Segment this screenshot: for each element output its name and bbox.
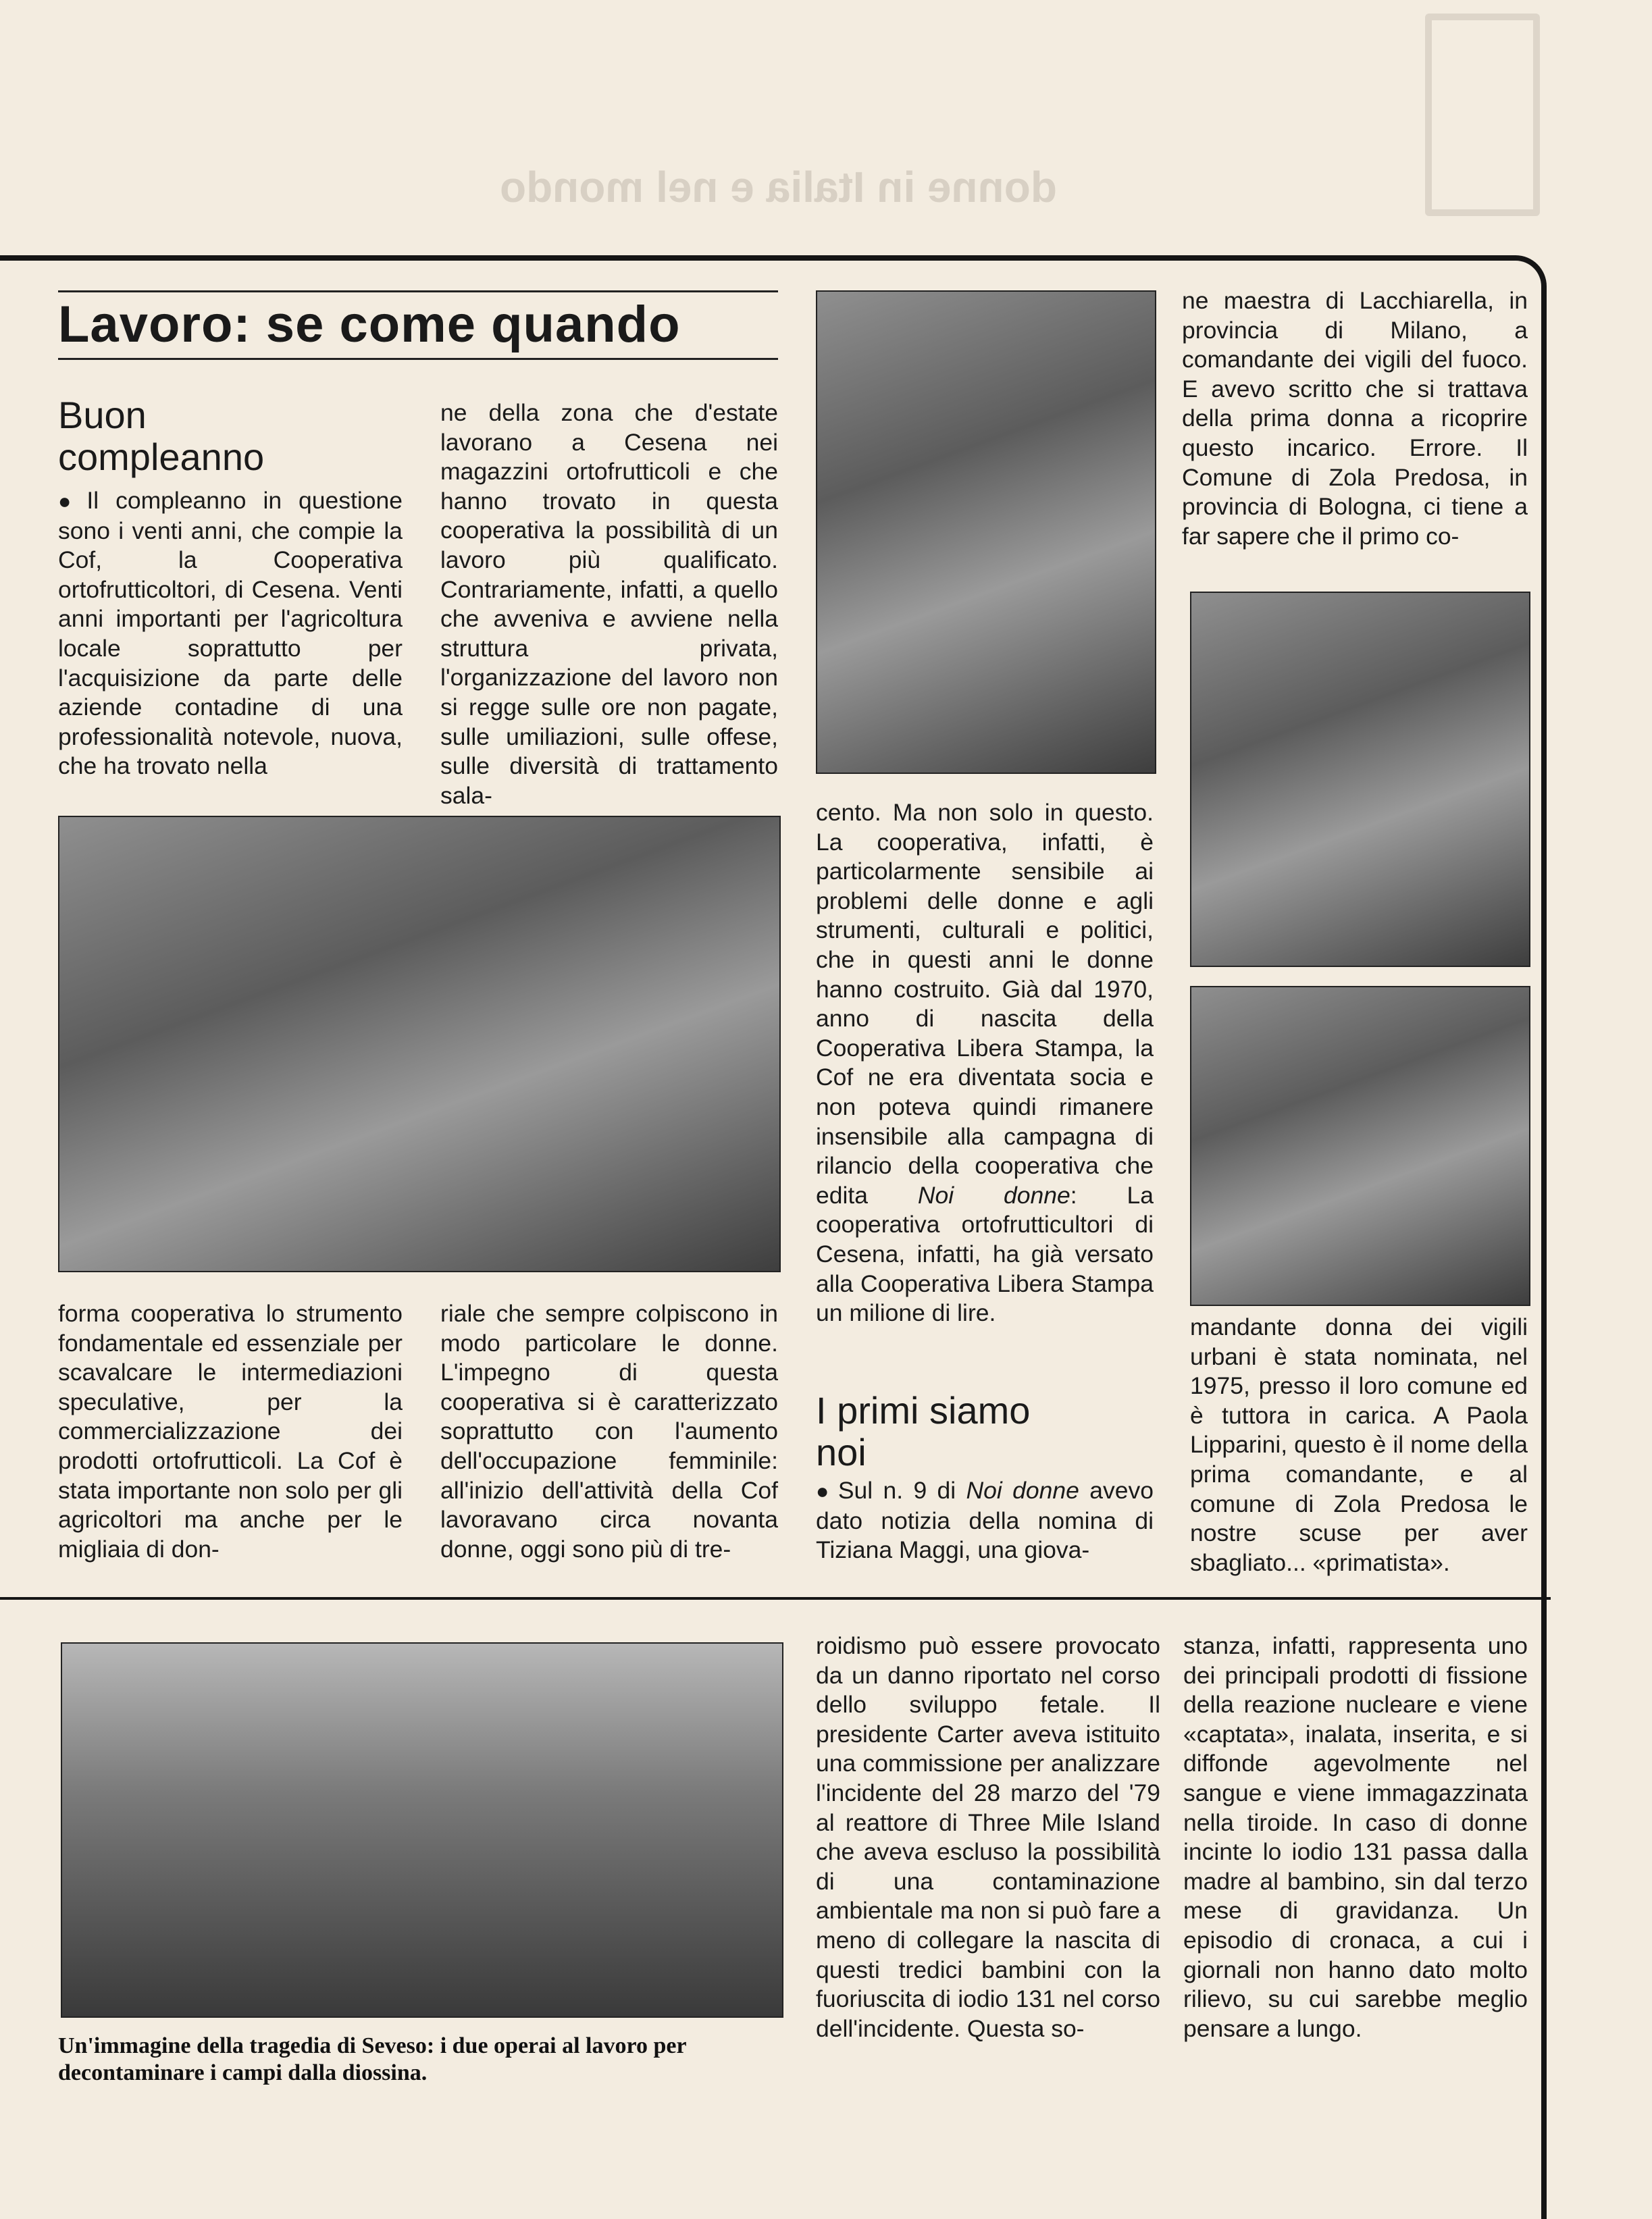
column-4-bottom-text: mandante donna dei vigili urbani è stata nominata, nel 1975, presso il loro comune ed è tuttora in carica. A Paola Lipparini, questo è il nome della prima comandante, e al comune di Zola Predosa le nostre scuse per aver sbagliato... «primatista».: [1190, 1313, 1528, 1576]
headline: Lavoro: se come quando: [58, 296, 681, 353]
column-4-bottom: [1190, 1313, 1528, 1577]
magazine-name: Noi donne: [917, 1181, 1070, 1209]
column-3-section-2-text-b: avevo dato notizia della nomina di Tiziana Maggi, una giova-: [816, 1477, 1154, 1564]
column-1-bottom: [58, 1299, 403, 1564]
column-2-top: [440, 398, 778, 810]
show-through-header: donne in Italia e nel mondo: [500, 163, 1057, 211]
lower-column-middle-text: roidismo può essere provocato da un danno riportato nel corso dello sviluppo fetale. Il presidente Carter aveva istituito una commissione per analizzare l'incidente del 28 marzo del '79 al reattore di Three Mile Island che aveva escluso la possibilità di una contaminazione ambientale ma non si può fare a meno di collegare la nascita di questi tredici bambini con la fuoriuscita di iodio 131 nel corso dell'incidente. Questa so-: [816, 1632, 1160, 2042]
column-1-top-text: Il compleanno in questione sono i venti anni, che compie la Cof, la Cooperativa ortofrutticoltori, di Cesena. Venti anni importanti per l'agricoltura locale soprattutto per l'acquisizione da parte delle aziende contadine di una professionalità notevole, nuova, che ha trovato nella: [58, 487, 403, 780]
column-4-top-text: ne maestra di Lacchiarella, in provincia di Milano, a comandante dei vigili del fuoco. E avevo scritto che si trattava della prima donna a ricoprire questo incarico. Errore. Il Comune di Zola Predosa, in provincia di Bologna, ci tiene a far sapere che il primo co-: [1182, 287, 1528, 550]
magazine-name: Noi donne: [966, 1477, 1079, 1504]
column-2-top-text: ne della zona che d'estate lavorano a Cesena nei magazzini ortofrutticoli e che hanno trovato in questa cooperativa la possibilità di un lavoro più qualificato. Contrariamente, infatti, a quello che avveniva e avviene nella struttura privata, l'organizzazione del lavoro non si regge sulle ore non pagate, sulle umiliazioni, sulle offese, sulle diversità di trattamento sala-: [440, 399, 778, 809]
photo-packing-hall: [1190, 986, 1530, 1306]
column-3-text: [816, 798, 1154, 1328]
show-through-logo: [1425, 14, 1540, 216]
headline-rule-top: [58, 290, 778, 292]
section-title-i-primi-siamo-noi: I primi siamo noi: [816, 1389, 1031, 1473]
lower-column-right: [1183, 1631, 1528, 2043]
column-3-text-b: : La cooperativa ortofrutticultori di Cesena, infatti, ha già versato alla Cooperativa Libera Stampa un milione di lire.: [816, 1181, 1154, 1327]
photo-woman-sorting-pears: [816, 290, 1156, 774]
column-3-section-2-text-a: Sul n. 9 di: [837, 1477, 956, 1504]
column-2-bottom: [440, 1299, 778, 1564]
headline-rule-bottom: [58, 358, 778, 360]
column-1-bottom-text: forma cooperativa lo strumento fondamentale ed essenziale per scavalcare le intermediazioni speculative, per la commercializzazione dei prodotti ortofrutticoli. La Cof è stata importante non solo per gli agricoltori ma anche per le migliaia di don-: [58, 1300, 403, 1563]
lower-column-right-text: stanza, infatti, rappresenta uno dei principali prodotti di fissione della reazione nucleare e viene «captata», inalata, inserita, e si diffonde agevolmente nel sangue e viene immagazzinata nella tiroide. In caso di donne incinte lo iodio 131 passa dalla madre al bambino, sin dal terzo mese di gravidanza. Un episodio di cronaca, a cui i giornali non hanno dato molto rilievo, su cui sarebbe meglio pensare a lungo.: [1183, 1632, 1528, 2042]
photo-cooperative-workers-crowd: [58, 816, 781, 1272]
column-1-top: [58, 486, 403, 781]
bullet-icon: ●: [58, 489, 82, 513]
section-title-buon-compleanno: Buon compleanno: [58, 394, 265, 478]
section-divider: [0, 1597, 1551, 1600]
lower-column-middle: [816, 1631, 1160, 2043]
photo-caption: Un'immagine della tragedia di Seveso: i due operai al lavoro per decontaminare i campi dalla diossina.: [58, 2033, 686, 2085]
bullet-icon: ●: [816, 1479, 833, 1503]
column-2-bottom-text: riale che sempre colpiscono in modo particolare le donne. L'impegno di questa cooperativa si è caratterizzato soprattutto con l'aumento dell'occupazione femminile: all'inizio dell'attività della Cof lavoravano circa novanta donne, oggi sono più di tre-: [440, 1300, 778, 1563]
photo-women-packing-fruit: [1190, 592, 1530, 967]
column-4-top: [1182, 286, 1528, 551]
column-3-text-a: cento. Ma non solo in questo. La cooperativa, infatti, è particolarmente sensibile ai problemi delle donne e agli strumenti, culturali e politici, che in questi anni le donne hanno costruito. Già dal 1970, anno di nascita della Cooperativa Libera Stampa, la Cof ne era diventata socia e non poteva quindi rimanere insensibile alla campagna di rilancio della cooperativa che edita: [816, 799, 1154, 1209]
column-3-section-2: [816, 1476, 1154, 1565]
photo-seveso-decontamination-workers: [61, 1642, 783, 2018]
